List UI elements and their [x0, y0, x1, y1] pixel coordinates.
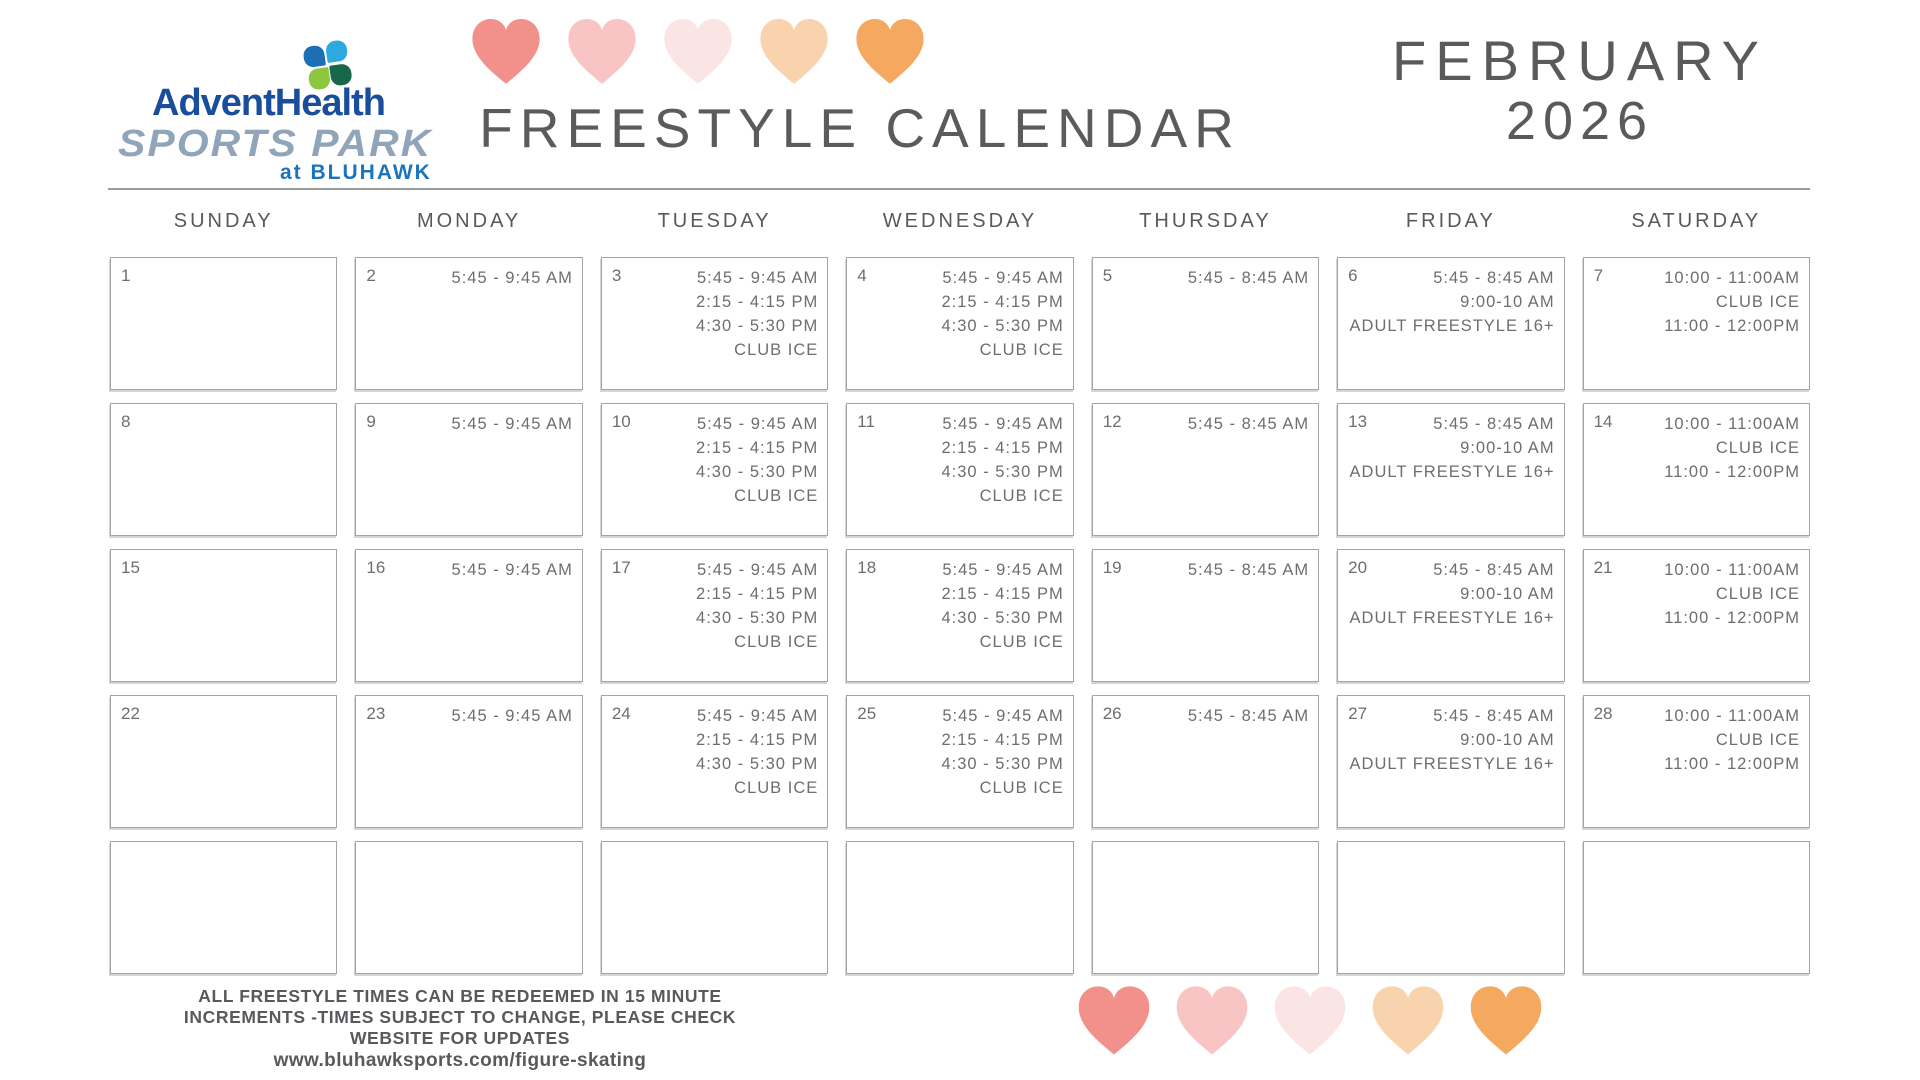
- schedule-line: 5:45 - 8:45 AM: [1433, 707, 1555, 725]
- day-number: 1: [121, 266, 131, 285]
- month-label: FEBRUARY: [1392, 29, 1768, 92]
- weekday-header-thursday: THURSDAY: [1139, 210, 1272, 232]
- day-cell-2: [355, 257, 582, 390]
- hearts-row-bottom: [1072, 980, 1548, 1060]
- day-number: 19: [1102, 558, 1122, 577]
- schedule-line: 2:15 - 4:15 PM: [696, 731, 819, 749]
- schedule-line: 5:45 - 9:45 AM: [451, 707, 573, 725]
- day-schedule: [1099, 412, 1309, 436]
- header-divider: [108, 188, 1810, 190]
- year-label: 2026: [1505, 91, 1655, 151]
- day-schedule: [1099, 704, 1309, 728]
- schedule-line: 9:00-10 AM: [1460, 731, 1555, 749]
- schedule-line: 5:45 - 9:45 AM: [451, 269, 573, 287]
- day-number: 5: [1102, 266, 1113, 285]
- schedule-line: CLUB ICE: [734, 633, 819, 651]
- schedule-line: 9:00-10 AM: [1460, 585, 1555, 603]
- day-number: 11: [857, 412, 875, 431]
- logo-park-text: SPORTS PARK: [118, 121, 433, 165]
- schedule-line: 10:00 - 11:00AM: [1664, 707, 1800, 725]
- empty-day-cell: [1337, 841, 1564, 974]
- day-schedule: [1344, 558, 1554, 630]
- schedule-line: ADULT FREESTYLE 16+: [1349, 317, 1555, 335]
- schedule-line: 5:45 - 9:45 AM: [942, 707, 1064, 725]
- day-cell-6: [1337, 257, 1564, 390]
- weekday-header-row: [110, 210, 1810, 233]
- day-cell-3: [601, 257, 828, 390]
- heart-icon: [1072, 980, 1156, 1060]
- day-schedule: [608, 704, 818, 800]
- schedule-line: 10:00 - 11:00AM: [1664, 269, 1800, 287]
- empty-day-cell: [1583, 841, 1810, 974]
- empty-day-cell: [1092, 841, 1319, 974]
- weekday-header-saturday: SATURDAY: [1631, 210, 1762, 232]
- schedule-line: 4:30 - 5:30 PM: [696, 463, 819, 481]
- schedule-line: 11:00 - 12:00PM: [1664, 463, 1800, 481]
- schedule-line: 5:45 - 9:45 AM: [942, 561, 1064, 579]
- heart-icon: [850, 13, 930, 89]
- schedule-line: CLUB ICE: [734, 341, 819, 359]
- schedule-line: 5:45 - 9:45 AM: [696, 415, 819, 433]
- day-number: 4: [857, 266, 867, 285]
- day-number: 20: [1348, 558, 1368, 577]
- schedule-line: 5:45 - 9:45 AM: [696, 707, 819, 725]
- day-number: 26: [1102, 704, 1122, 723]
- schedule-line: 2:15 - 4:15 PM: [696, 585, 819, 603]
- weekday-header-monday: MONDAY: [416, 210, 522, 232]
- day-cell-19: [1092, 549, 1319, 682]
- day-cell-17: [601, 549, 828, 682]
- day-number: 13: [1348, 412, 1368, 431]
- schedule-line: 5:45 - 8:45 AM: [1187, 561, 1310, 579]
- day-schedule: [1590, 412, 1800, 484]
- heart-icon: [1366, 980, 1450, 1060]
- page-title: FREESTYLE CALENDAR: [479, 97, 1241, 159]
- logo-brand-text: AdventHealth: [152, 82, 385, 124]
- day-cell-25: [846, 695, 1073, 828]
- flower-petal: [325, 39, 349, 63]
- day-cell-11: [846, 403, 1073, 536]
- day-schedule: [608, 266, 818, 362]
- month-year-block: [1350, 30, 1810, 150]
- day-schedule: [362, 412, 572, 436]
- day-number: 23: [366, 704, 386, 723]
- calendar-grid: [110, 257, 1810, 974]
- schedule-line: 5:45 - 8:45 AM: [1433, 561, 1555, 579]
- day-cell-22: [110, 695, 337, 828]
- day-number: 3: [611, 266, 622, 285]
- flower-petal: [302, 44, 326, 68]
- schedule-line: 5:45 - 9:45 AM: [696, 561, 819, 579]
- day-cell-26: [1092, 695, 1319, 828]
- day-number: 7: [1593, 266, 1604, 285]
- day-schedule: [853, 704, 1063, 800]
- day-number: 14: [1593, 412, 1613, 431]
- schedule-line: 4:30 - 5:30 PM: [941, 755, 1064, 773]
- day-cell-8: [110, 403, 337, 536]
- day-number: 27: [1348, 704, 1368, 723]
- weekday-header-friday: FRIDAY: [1405, 210, 1496, 232]
- day-cell-9: [355, 403, 582, 536]
- day-cell-10: [601, 403, 828, 536]
- day-schedule: [1344, 266, 1554, 338]
- schedule-line: ADULT FREESTYLE 16+: [1349, 463, 1555, 481]
- website-link[interactable]: www.bluhawksports.com/figure-skating: [273, 1050, 647, 1071]
- schedule-line: 2:15 - 4:15 PM: [941, 293, 1064, 311]
- schedule-line: 2:15 - 4:15 PM: [941, 585, 1064, 603]
- day-cell-18: [846, 549, 1073, 682]
- schedule-line: 5:45 - 8:45 AM: [1433, 415, 1555, 433]
- schedule-line: ADULT FREESTYLE 16+: [1349, 755, 1555, 773]
- schedule-line: CLUB ICE: [1715, 293, 1800, 311]
- day-number: 18: [857, 558, 877, 577]
- weekday-header-wednesday: WEDNESDAY: [882, 210, 1038, 232]
- schedule-line: CLUB ICE: [979, 779, 1064, 797]
- schedule-line: 4:30 - 5:30 PM: [696, 317, 819, 335]
- day-schedule: [1099, 558, 1309, 582]
- day-number: 17: [611, 558, 631, 577]
- day-number: 9: [366, 412, 376, 431]
- schedule-line: 9:00-10 AM: [1460, 293, 1555, 311]
- day-schedule: [853, 412, 1063, 508]
- schedule-line: 11:00 - 12:00PM: [1664, 609, 1800, 627]
- footer-note-line: WEBSITE FOR UPDATES: [349, 1028, 571, 1048]
- day-cell-13: [1337, 403, 1564, 536]
- schedule-line: 11:00 - 12:00PM: [1664, 755, 1800, 773]
- schedule-line: CLUB ICE: [979, 487, 1064, 505]
- schedule-line: CLUB ICE: [979, 341, 1064, 359]
- logo-location-text: at BLUHAWK: [280, 161, 432, 184]
- schedule-line: 4:30 - 5:30 PM: [941, 609, 1064, 627]
- schedule-line: 2:15 - 4:15 PM: [941, 439, 1064, 457]
- day-schedule: [853, 558, 1063, 654]
- schedule-line: 5:45 - 8:45 AM: [1187, 415, 1310, 433]
- schedule-line: 4:30 - 5:30 PM: [696, 609, 819, 627]
- footer-note: [120, 986, 800, 1073]
- heart-icon: [466, 13, 546, 89]
- heart-icon: [1464, 980, 1548, 1060]
- hearts-row-top: [466, 13, 930, 89]
- schedule-line: 5:45 - 8:45 AM: [1187, 707, 1310, 725]
- day-schedule: [1590, 266, 1800, 338]
- day-cell-7: [1583, 257, 1810, 390]
- schedule-line: 5:45 - 9:45 AM: [942, 415, 1064, 433]
- schedule-line: 11:00 - 12:00PM: [1664, 317, 1800, 335]
- day-schedule: [1590, 704, 1800, 776]
- schedule-line: 2:15 - 4:15 PM: [941, 731, 1064, 749]
- day-cell-21: [1583, 549, 1810, 682]
- day-cell-16: [355, 549, 582, 682]
- schedule-line: 10:00 - 11:00AM: [1664, 561, 1800, 579]
- day-cell-24: [601, 695, 828, 828]
- day-cell-27: [1337, 695, 1564, 828]
- day-number: 24: [611, 704, 631, 723]
- schedule-line: 5:45 - 9:45 AM: [451, 561, 573, 579]
- schedule-line: 5:45 - 8:45 AM: [1187, 269, 1310, 287]
- schedule-line: 10:00 - 11:00AM: [1664, 415, 1800, 433]
- day-number: 25: [857, 704, 877, 723]
- schedule-line: 4:30 - 5:30 PM: [941, 463, 1064, 481]
- day-schedule: [608, 558, 818, 654]
- day-schedule: [853, 266, 1063, 362]
- schedule-line: 4:30 - 5:30 PM: [941, 317, 1064, 335]
- heart-icon: [1170, 980, 1254, 1060]
- empty-day-cell: [355, 841, 582, 974]
- schedule-line: 2:15 - 4:15 PM: [696, 439, 819, 457]
- schedule-line: CLUB ICE: [734, 779, 819, 797]
- schedule-line: 5:45 - 9:45 AM: [451, 415, 573, 433]
- day-schedule: [362, 266, 572, 290]
- day-cell-15: [110, 549, 337, 682]
- day-cell-12: [1092, 403, 1319, 536]
- schedule-line: 9:00-10 AM: [1460, 439, 1555, 457]
- empty-day-cell: [110, 841, 337, 974]
- day-schedule: [362, 558, 572, 582]
- footer-note-line: INCREMENTS -TIMES SUBJECT TO CHANGE, PLEASE CHECK: [183, 1007, 737, 1027]
- schedule-line: 2:15 - 4:15 PM: [696, 293, 819, 311]
- day-number: 22: [121, 704, 140, 723]
- empty-day-cell: [846, 841, 1073, 974]
- weekday-header-tuesday: TUESDAY: [657, 210, 772, 232]
- schedule-line: 5:45 - 9:45 AM: [942, 269, 1064, 287]
- empty-day-cell: [601, 841, 828, 974]
- day-schedule: [608, 412, 818, 508]
- day-number: 6: [1348, 266, 1358, 285]
- day-number: 2: [366, 266, 376, 285]
- day-number: 10: [611, 412, 631, 431]
- heart-icon: [562, 13, 642, 89]
- day-cell-14: [1583, 403, 1810, 536]
- day-cell-23: [355, 695, 582, 828]
- schedule-line: CLUB ICE: [1715, 439, 1800, 457]
- schedule-line: ADULT FREESTYLE 16+: [1349, 609, 1555, 627]
- heart-icon: [1268, 980, 1352, 1060]
- day-cell-28: [1583, 695, 1810, 828]
- schedule-line: 5:45 - 9:45 AM: [696, 269, 819, 287]
- day-cell-5: [1092, 257, 1319, 390]
- day-schedule: [1590, 558, 1800, 630]
- schedule-line: CLUB ICE: [734, 487, 819, 505]
- day-number: 12: [1102, 412, 1122, 431]
- day-schedule: [1344, 704, 1554, 776]
- footer-note-line: ALL FREESTYLE TIMES CAN BE REDEEMED IN 15 MINUTE: [198, 986, 722, 1006]
- heart-icon: [754, 13, 834, 89]
- schedule-line: CLUB ICE: [1715, 585, 1800, 603]
- day-cell-20: [1337, 549, 1564, 682]
- day-number: 16: [366, 558, 386, 577]
- day-number: 15: [121, 558, 140, 577]
- day-cell-1: [110, 257, 337, 390]
- schedule-line: CLUB ICE: [1715, 731, 1800, 749]
- schedule-line: 4:30 - 5:30 PM: [696, 755, 819, 773]
- weekday-header-sunday: SUNDAY: [173, 210, 274, 232]
- day-schedule: [1344, 412, 1554, 484]
- heart-icon: [658, 13, 738, 89]
- day-cell-4: [846, 257, 1073, 390]
- day-schedule: [1099, 266, 1309, 290]
- day-number: 28: [1593, 704, 1613, 723]
- schedule-line: CLUB ICE: [979, 633, 1064, 651]
- footer-note-lines: [120, 986, 800, 1049]
- day-number: 8: [121, 412, 131, 431]
- day-schedule: [362, 704, 572, 728]
- day-number: 21: [1593, 558, 1613, 577]
- schedule-line: 5:45 - 8:45 AM: [1433, 269, 1555, 287]
